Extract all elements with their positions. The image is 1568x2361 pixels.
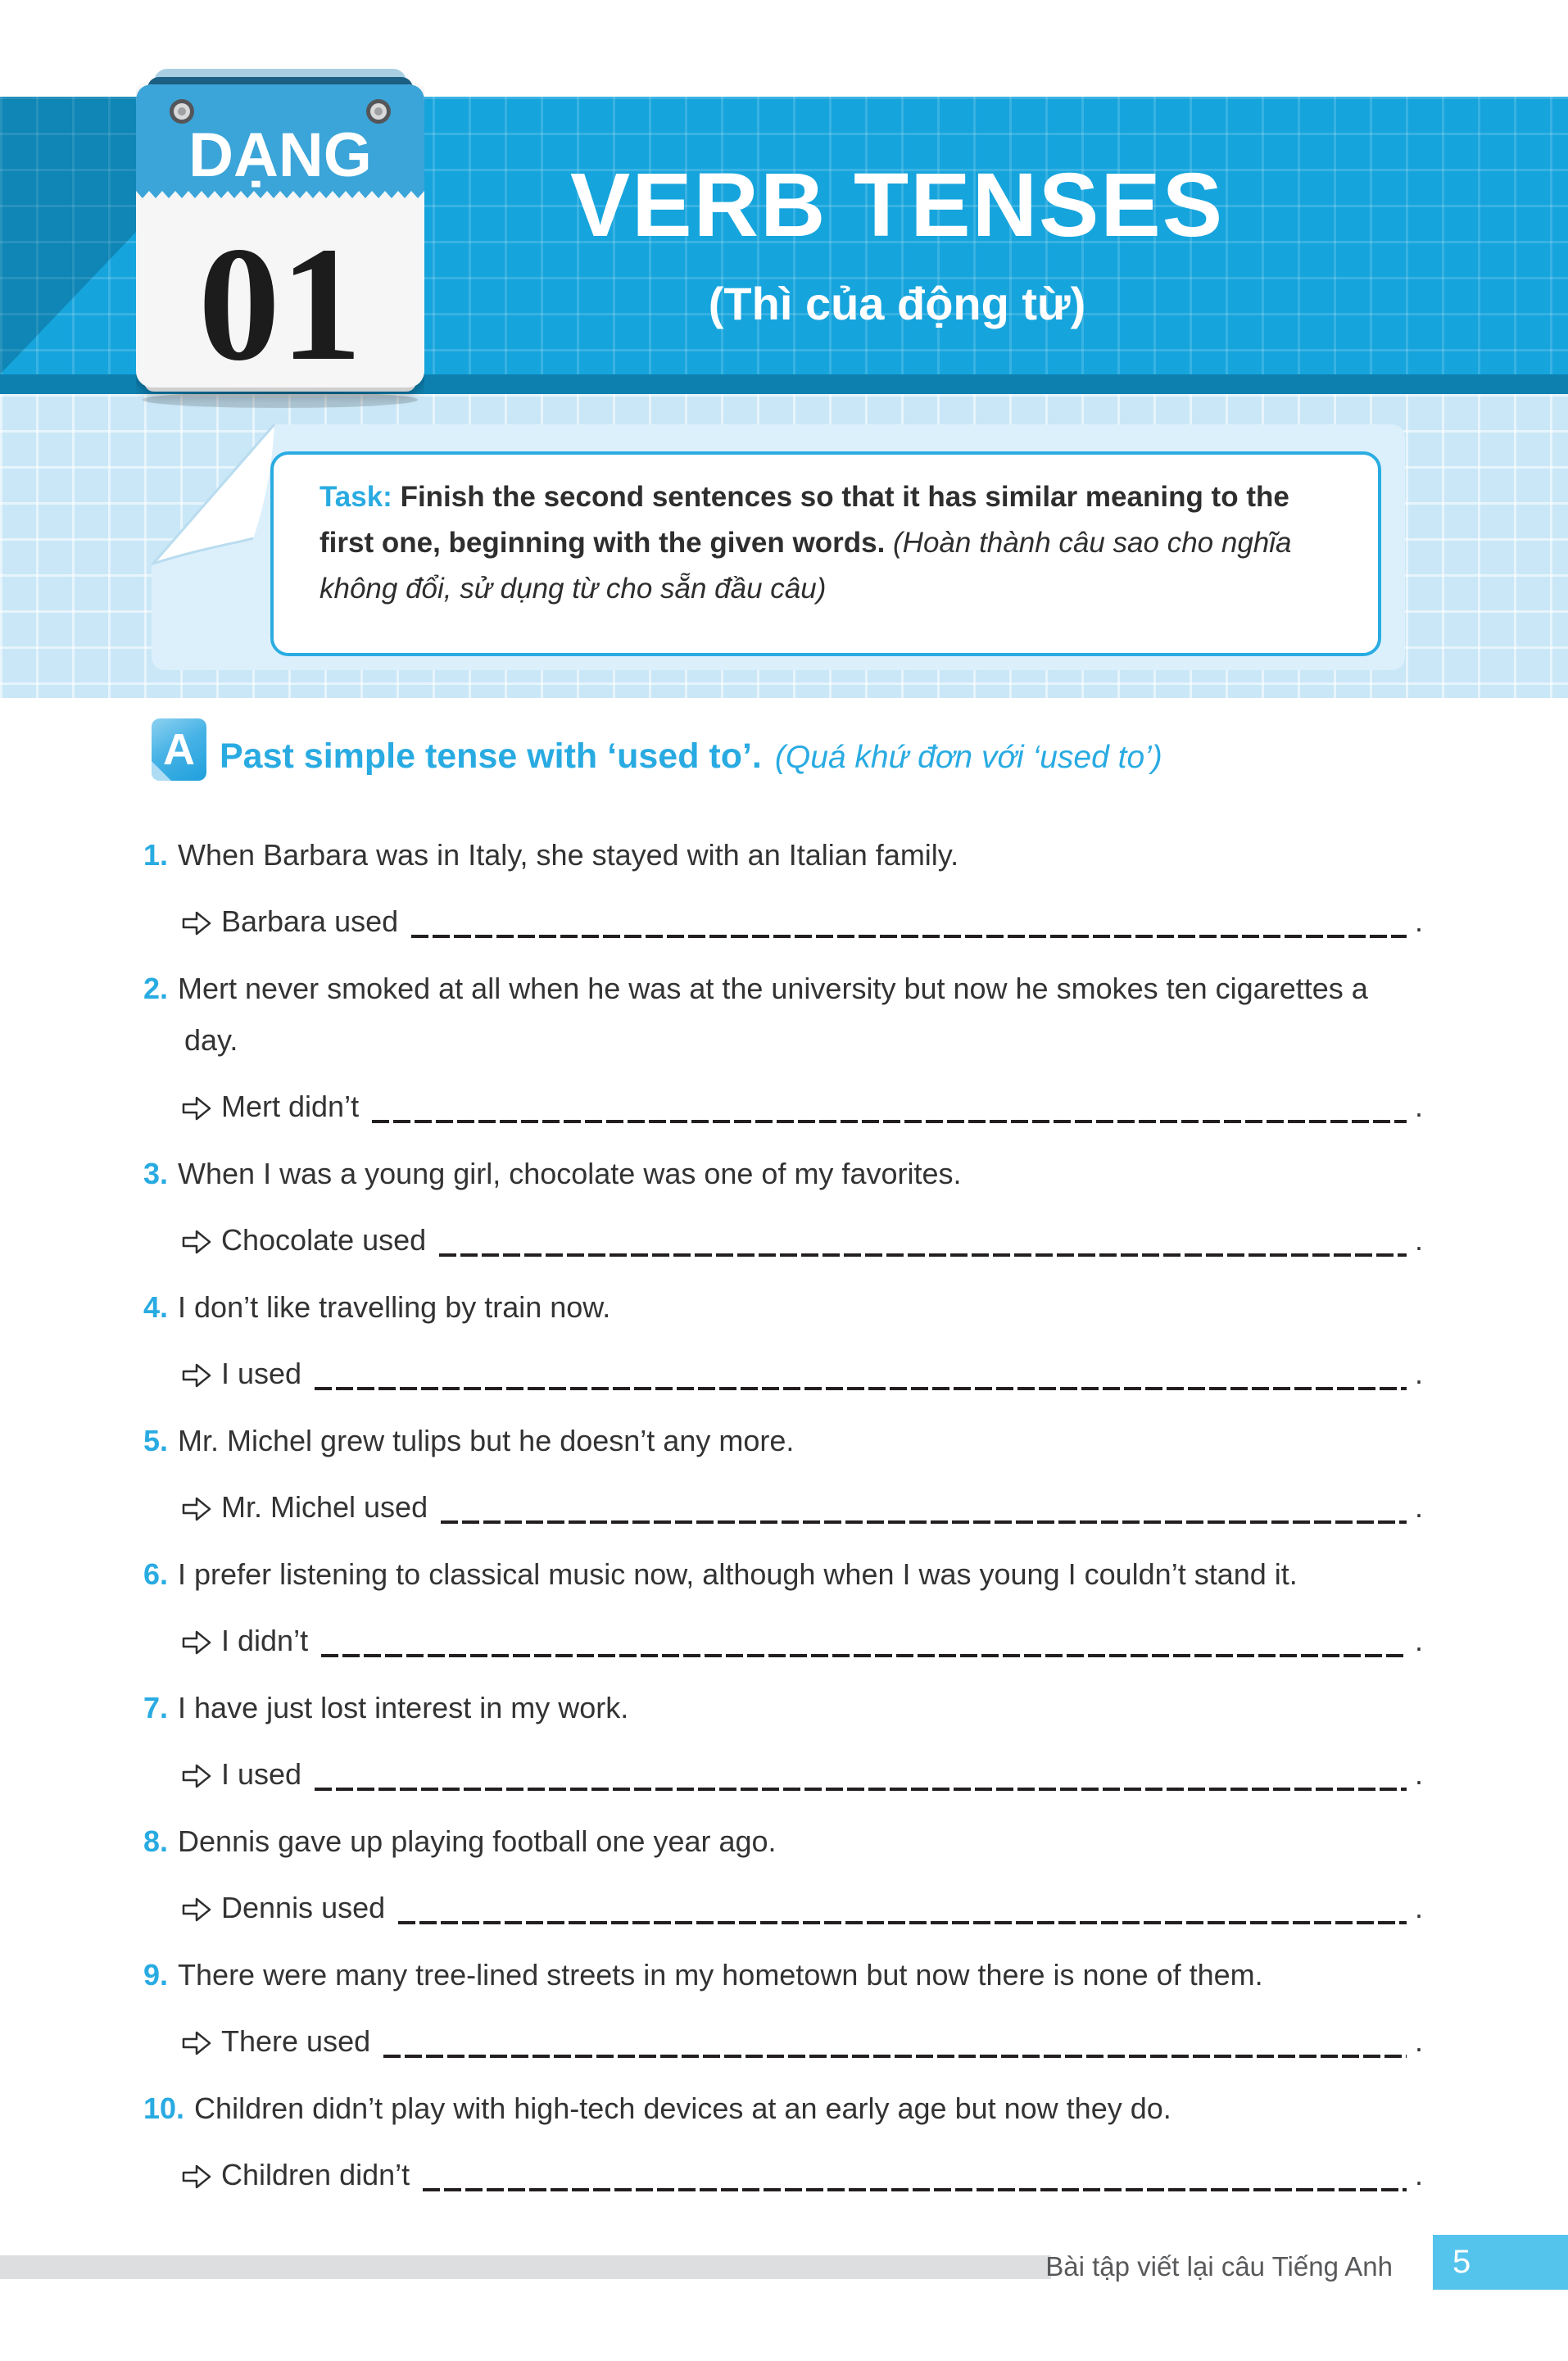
page-title: VERB TENSES	[569, 155, 1225, 256]
answer-line	[182, 2015, 1423, 2067]
item-sentence	[143, 1415, 1423, 1466]
arrow-icon	[182, 1764, 211, 1788]
item-sentence-text: Mert never smoked at all when he was at the university but now he smokes ten cigarettes a day.	[178, 972, 1368, 1057]
answer-terminator: .	[1414, 2158, 1423, 2191]
answer-line	[182, 1748, 1423, 1800]
answer-blank[interactable]	[321, 1615, 1407, 1666]
item-sentence-text: Mr. Michel grew tulips but he doesn’t any more.	[178, 1424, 795, 1457]
exercise-item	[143, 1281, 1423, 1399]
item-sentence	[143, 1281, 1423, 1333]
item-sentence	[143, 1548, 1423, 1600]
answer-line	[182, 1081, 1423, 1132]
exercise-item	[143, 2082, 1423, 2200]
page-subtitle: (Thì của động từ)	[708, 278, 1086, 329]
item-number: 4.	[143, 1290, 169, 1324]
item-number: 2.	[143, 972, 169, 1005]
item-sentence-text: There were many tree-lined streets in my hometown but now there is none of them.	[178, 1958, 1263, 1992]
page-number-box	[1433, 2235, 1568, 2290]
answer-terminator: .	[1414, 1490, 1423, 1524]
item-number: 10.	[143, 2091, 185, 2125]
page-number: 5	[1452, 2244, 1471, 2280]
answer-terminator: .	[1414, 1090, 1423, 1123]
header-title-block	[508, 157, 1286, 330]
calendar-badge-label: DẠNG	[188, 120, 372, 190]
item-sentence	[143, 963, 1423, 1066]
answer-line	[182, 1481, 1423, 1533]
arrow-icon	[182, 1096, 211, 1121]
section-marker-badge	[152, 718, 206, 781]
answer-line	[182, 1615, 1423, 1666]
answer-terminator: .	[1414, 1357, 1423, 1390]
section-title: Past simple tense with ‘used to’.	[220, 736, 762, 776]
arrow-icon	[182, 2164, 211, 2189]
exercise-item	[143, 1682, 1423, 1800]
answer-prefix: Children didn’t	[221, 2158, 410, 2191]
answer-blank[interactable]	[372, 1081, 1407, 1132]
answer-prefix: There used	[221, 2024, 371, 2058]
item-number: 8.	[143, 1824, 169, 1858]
item-sentence	[143, 2082, 1423, 2134]
answer-prefix: I used	[221, 1757, 302, 1791]
item-number: 5.	[143, 1424, 169, 1457]
item-sentence-text: Children didn’t play with high-tech devices at an early age but now they do.	[194, 2091, 1171, 2125]
answer-blank[interactable]	[383, 2015, 1407, 2067]
answer-line	[182, 2149, 1423, 2200]
task-instruction-english: Finish the second sentences so that it has similar meaning to the first one, beginning with the given words.	[319, 481, 1289, 559]
answer-prefix: Barbara used	[221, 904, 399, 938]
exercise-item	[143, 829, 1423, 947]
item-sentence-text: When I was a young girl, chocolate was one of my favorites.	[178, 1157, 962, 1190]
answer-prefix: I didn’t	[221, 1624, 309, 1657]
answer-prefix: Mert didn’t	[221, 1090, 360, 1123]
answer-prefix: I used	[221, 1357, 302, 1390]
item-number: 1.	[143, 838, 169, 872]
exercise-item	[143, 1548, 1423, 1666]
task-box	[270, 451, 1381, 656]
task-label: Task:	[319, 481, 392, 513]
arrow-icon	[182, 1497, 211, 1521]
item-sentence-text: I have just lost interest in my work.	[178, 1691, 629, 1724]
answer-blank[interactable]	[315, 1348, 1407, 1399]
task-instruction-vietnamese: (Hoàn thành câu sao cho nghĩa không đổi, sử dụng từ cho sẵn đầu câu)	[319, 527, 1292, 605]
item-sentence	[143, 1815, 1423, 1867]
item-sentence-text: I prefer listening to classical music now, although when I was young I couldn’t stand it.	[178, 1557, 1298, 1591]
item-sentence-text: I don’t like travelling by train now.	[178, 1290, 611, 1324]
section-heading	[220, 732, 1162, 782]
answer-blank[interactable]	[423, 2149, 1407, 2200]
calendar-badge-number: 01	[198, 214, 362, 395]
footer-book-title: Bài tập viết lại câu Tiếng Anh	[1045, 2251, 1393, 2282]
answer-terminator: .	[1414, 1757, 1423, 1791]
answer-prefix: Dennis used	[221, 1891, 386, 1924]
exercise-item	[143, 1949, 1423, 2067]
answer-blank[interactable]	[441, 1481, 1407, 1533]
calendar-icon	[136, 67, 424, 411]
answer-line	[182, 1348, 1423, 1399]
footer-gray-bar	[0, 2255, 1051, 2279]
arrow-icon	[182, 1363, 211, 1388]
section-subtitle-vietnamese: (Quá khứ đơn với ‘used to’)	[774, 740, 1162, 775]
item-sentence	[143, 829, 1423, 881]
exercise-item	[143, 963, 1423, 1132]
answer-blank[interactable]	[439, 1214, 1407, 1266]
item-sentence-text: Dennis gave up playing football one year ago.	[178, 1824, 777, 1858]
arrow-icon	[182, 2031, 211, 2055]
exercise-item	[143, 1415, 1423, 1533]
arrow-icon	[182, 1897, 211, 1922]
answer-prefix: Mr. Michel used	[221, 1490, 428, 1524]
item-number: 9.	[143, 1958, 169, 1992]
answer-line	[182, 1214, 1423, 1266]
item-sentence	[143, 1949, 1423, 2001]
arrow-icon	[182, 911, 211, 936]
arrow-icon	[182, 1230, 211, 1254]
exercise-item	[143, 1148, 1423, 1266]
section-marker-letter: A	[163, 725, 195, 774]
item-number: 6.	[143, 1557, 169, 1591]
answer-terminator: .	[1414, 1223, 1423, 1257]
answer-terminator: .	[1414, 1891, 1423, 1924]
item-sentence	[143, 1148, 1423, 1199]
answer-blank[interactable]	[411, 895, 1407, 947]
answer-terminator: .	[1414, 1624, 1423, 1657]
answer-blank[interactable]	[315, 1748, 1407, 1800]
item-sentence-text: When Barbara was in Italy, she stayed with an Italian family.	[178, 838, 959, 872]
item-number: 3.	[143, 1157, 169, 1190]
arrow-icon	[182, 1630, 211, 1655]
item-number: 7.	[143, 1691, 169, 1724]
answer-terminator: .	[1414, 2024, 1423, 2058]
exercise-list	[143, 829, 1423, 2216]
answer-line	[182, 1882, 1423, 1933]
exercise-item	[143, 1815, 1423, 1933]
answer-blank[interactable]	[398, 1882, 1407, 1933]
answer-line	[182, 895, 1423, 947]
answer-terminator: .	[1414, 904, 1423, 938]
answer-prefix: Chocolate used	[221, 1223, 427, 1257]
item-sentence	[143, 1682, 1423, 1733]
